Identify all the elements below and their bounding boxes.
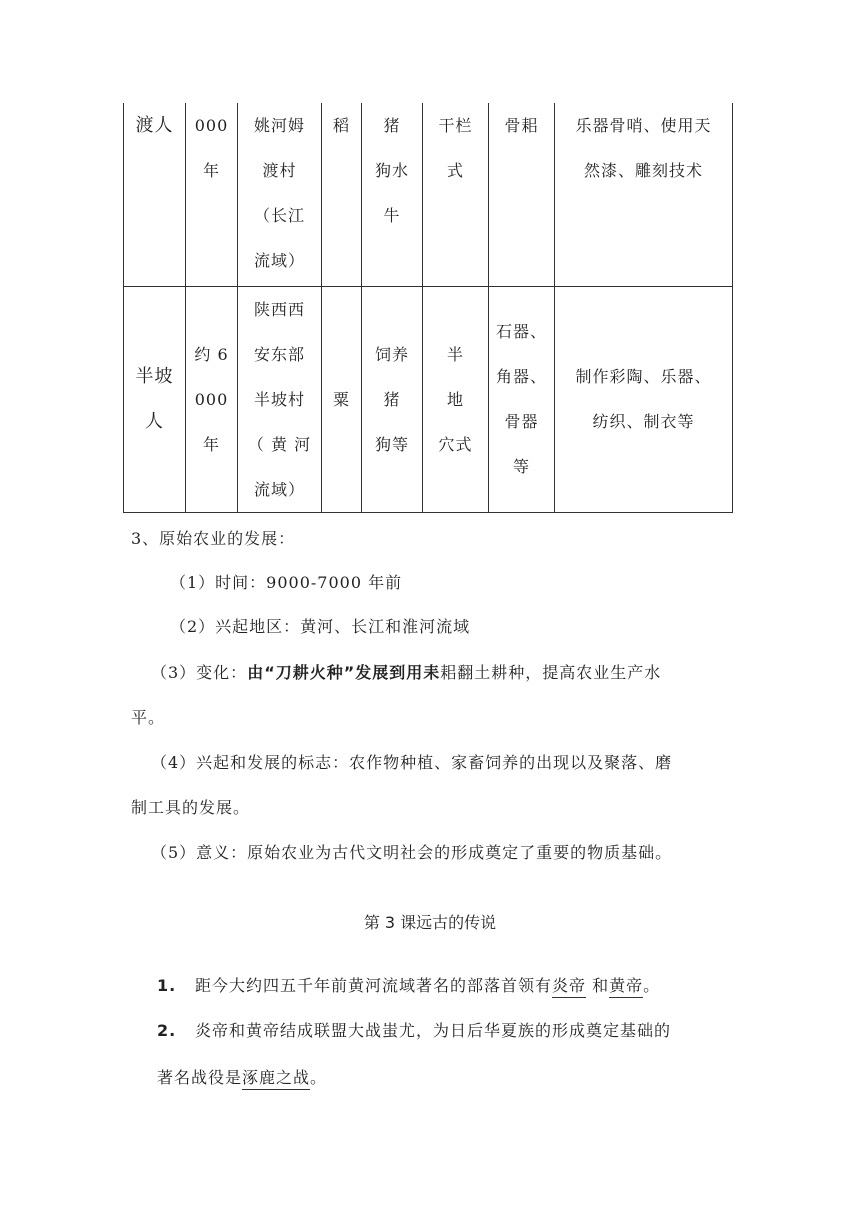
question-text: 和 [586, 976, 610, 995]
cell-site: 姚河姆 渡村 （长江 流域） [238, 103, 322, 286]
change-bold: 由“刀耕火种”发展到用耒 [247, 663, 441, 682]
question-text: 。 [643, 976, 661, 995]
table-row-banpo [124, 286, 733, 512]
cell-tools: 石器、 角器、 骨器 等 [489, 286, 555, 512]
question-number: 2. [157, 1021, 177, 1040]
question-text: 。 [310, 1068, 328, 1087]
cell-crop: 稻 [322, 103, 362, 286]
cell-animals: 猪 狗水 牛 [362, 103, 423, 286]
answer-blank: 炎帝 [552, 975, 586, 998]
lesson-title: 第 3 课远古的传说 [363, 913, 497, 932]
cell-house: 干栏 式 [423, 103, 489, 286]
question-1 [157, 973, 660, 998]
cell-achievements: 制作彩陶、乐器、 纺织、制衣等 [555, 286, 733, 512]
paragraph-change [151, 660, 661, 683]
change-prefix: （3）变化： [151, 663, 248, 682]
paragraph-region: （2）兴起地区：黄河、长江和淮河流域 [170, 617, 471, 636]
question-2-cont [157, 1065, 327, 1090]
paragraph-signs: （4）兴起和发展的标志：农作物种植、家畜饲养的出现以及聚落、磨 [151, 753, 673, 772]
cell-animals: 饲养 猪 狗等 [362, 286, 423, 512]
section-heading: 3、原始农业的发展： [131, 529, 296, 548]
paragraph-signs-cont: 制工具的发展。 [131, 798, 251, 817]
time-text: （1）时间：9000-7000 年前 [170, 573, 403, 592]
cell-name: 渡人 [124, 103, 186, 286]
answer-blank: 黄帝 [609, 975, 643, 998]
cell-house: 半 地 穴式 [423, 286, 489, 512]
change-rest: 耜翻土耕种，提高农业生产水 [440, 663, 662, 682]
table-row-hemudu [124, 103, 733, 286]
paragraph-time [170, 570, 402, 593]
cell-site: 陕西西 安东部 半坡村 （ 黄 河 流域） [238, 286, 322, 512]
cell-crop: 粟 [322, 286, 362, 512]
cell-time: 000 年 [186, 103, 238, 286]
question-text: 炎帝和黄帝结成联盟大战蚩尤，为日后华夏族的形成奠定基础的 [195, 1021, 672, 1040]
question-number: 1. [157, 976, 177, 995]
cell-name: 半坡 人 [124, 286, 186, 512]
cell-tools: 骨耜 [489, 103, 555, 286]
paragraph-significance: （5）意义：原始农业为古代文明社会的形成奠定了重要的物质基础。 [151, 843, 673, 862]
question-text: 著名战役是 [157, 1068, 243, 1087]
question-2 [157, 1018, 671, 1041]
answer-blank: 涿鹿之战 [242, 1067, 310, 1090]
cell-achievements: 乐器骨哨、使用天 然漆、雕刻技术 [555, 103, 733, 286]
question-text: 距今大约四五千年前黄河流域著名的部落首领有 [195, 976, 553, 995]
cell-time: 约 6 000 年 [186, 286, 238, 512]
ancient-people-table [123, 103, 733, 513]
paragraph-change-cont: 平。 [131, 708, 166, 727]
